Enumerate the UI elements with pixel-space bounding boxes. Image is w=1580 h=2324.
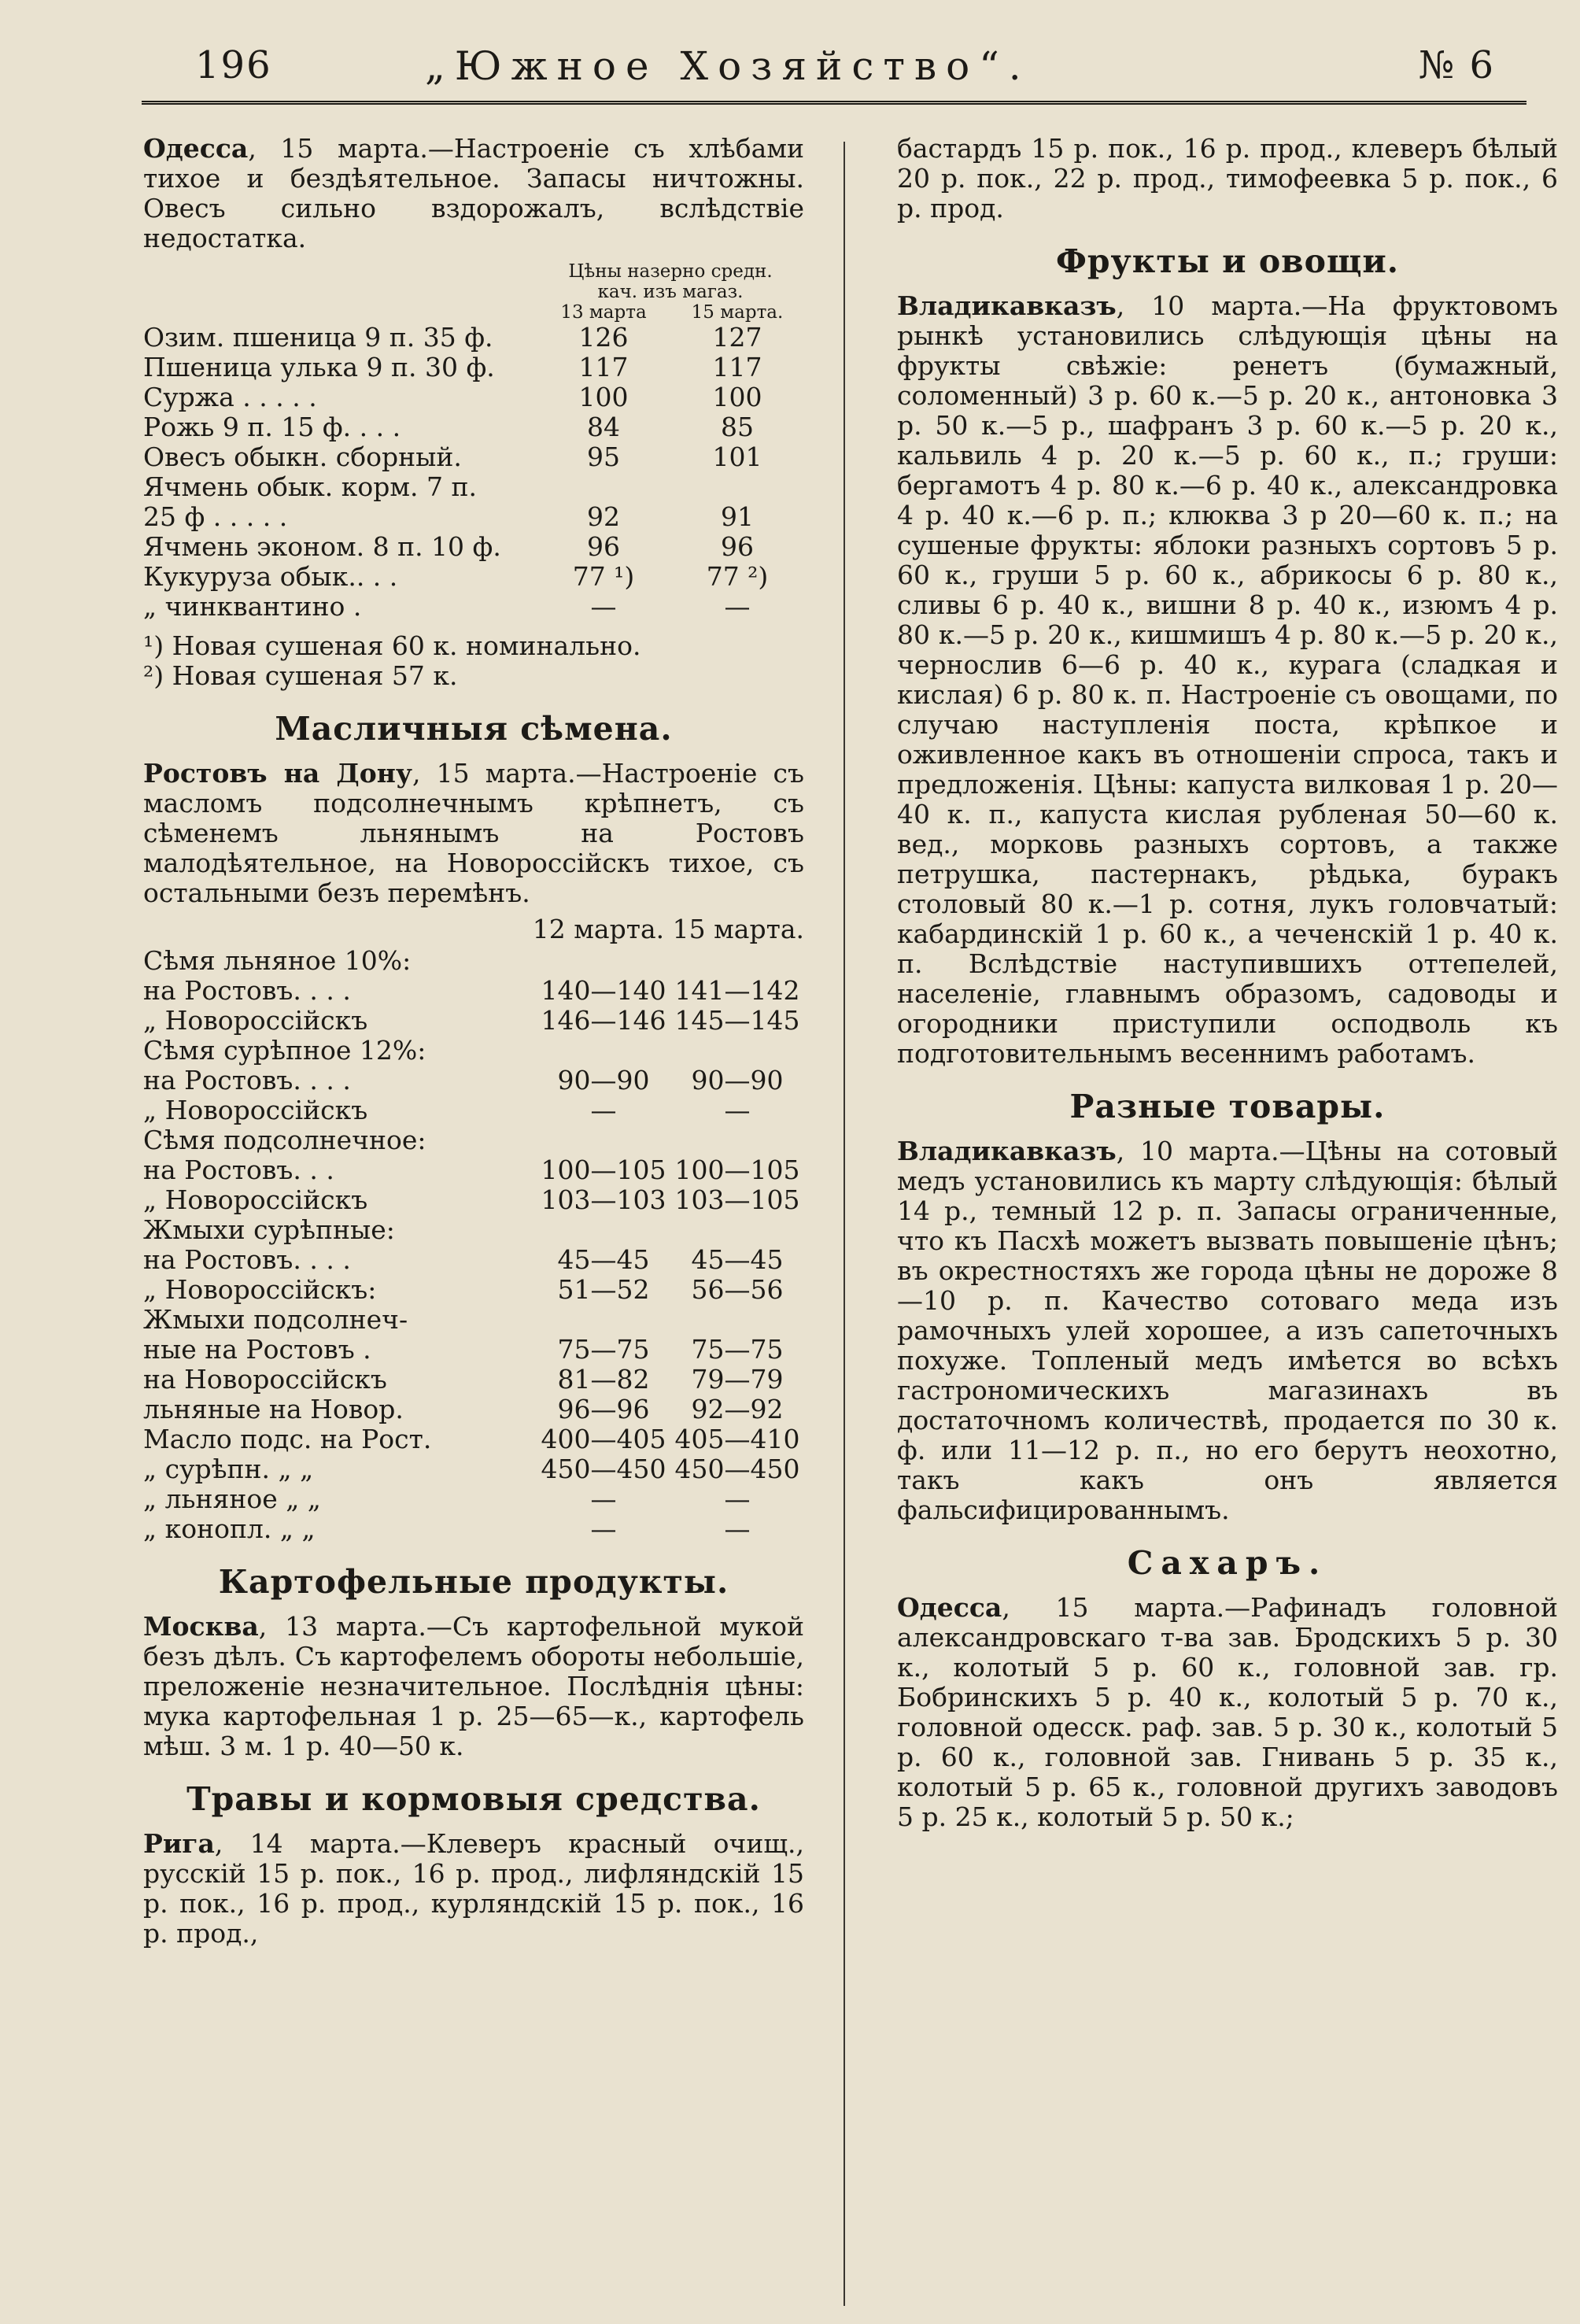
- dateline: Одесса: [897, 1592, 1002, 1623]
- row-value: 92—92: [691, 1394, 784, 1424]
- dateline: Рига: [143, 1828, 215, 1859]
- row-label: Рожь 9 п. 15 ф. . . .: [143, 412, 401, 442]
- row-value: 100: [578, 382, 629, 412]
- footnote: ²) Новая сушеная 57 к.: [143, 660, 458, 691]
- report-text: , 14 марта.—Клеверъ красный очищ., русскій 15 р. пок., 16 р. прод., лифляндскій 15 р. пок., 16 р. прод., курляндскій 15 р. пок., 16 р. прод.,: [143, 1828, 804, 1949]
- table-row: [143, 1395, 804, 1424]
- row-label: Сѣмя подсолнечное:: [143, 1125, 426, 1155]
- caption-line: кач. изъ магаз.: [597, 282, 744, 302]
- section-heading: Травы и кормовыя средства.: [186, 1780, 761, 1818]
- row-label: на Новороссійскъ: [143, 1364, 387, 1395]
- table-row: [143, 1365, 804, 1395]
- row-value: —: [590, 1095, 617, 1125]
- table-row: [143, 1424, 804, 1454]
- section-heading: Масличныя сѣмена.: [275, 710, 673, 748]
- table-row: [143, 1095, 804, 1125]
- row-value: —: [724, 1513, 751, 1544]
- row-value: 56—56: [691, 1274, 784, 1305]
- table-row: [143, 532, 804, 562]
- row-value: —: [590, 591, 617, 622]
- row-label: Ячмень обык. корм. 7 п.: [143, 471, 477, 502]
- row-label: „ конопл. „ „: [143, 1513, 316, 1544]
- row-value: 92: [587, 501, 620, 532]
- header-rule: [142, 101, 1526, 109]
- report-text: , 15 марта.—Настроеніе съ масломъ подсолнечнымъ крѣпнетъ, съ сѣменемъ льнянымъ на Ростовъ малодѣятельное, на Новороссійскъ тихое, съ остальными безъ перемѣнъ.: [143, 758, 804, 908]
- row-value: 450—450: [674, 1454, 800, 1484]
- row-value: 450—450: [541, 1454, 666, 1484]
- table-row: [143, 1185, 804, 1215]
- table-row: [143, 502, 804, 532]
- row-value: [670, 1305, 804, 1335]
- row-value: 117: [712, 352, 762, 382]
- row-value: 117: [578, 352, 629, 382]
- caption-line: Цѣны назерно средн.: [568, 261, 773, 282]
- row-label: ные на Ростовъ .: [143, 1334, 371, 1365]
- odessa-grain-report: [143, 134, 804, 253]
- journal-title: „Южное Хозяйство“.: [425, 43, 1031, 89]
- column-divider: [844, 142, 845, 2306]
- row-label: на Ростовъ. . .: [143, 1155, 334, 1185]
- row-value: [537, 946, 670, 976]
- row-value: [670, 946, 804, 976]
- footnote: ¹) Новая сушеная 60 к. номинально.: [143, 630, 641, 661]
- row-value: 100—105: [541, 1155, 666, 1185]
- table-row: [143, 1335, 804, 1365]
- row-label: „ Новороссійскъ: [143, 1095, 368, 1125]
- table-row: [143, 323, 804, 353]
- row-value: 90—90: [691, 1065, 784, 1095]
- issue-number: № 6: [1418, 43, 1495, 87]
- column-header: 13 марта: [560, 302, 647, 323]
- herbs-report-continued: бастардъ 15 р. пок., 16 р. прод., клеверъ бѣлый 20 р. пок., 22 р. прод., тимофеевка 5 р. пок., 6 р. прод.: [897, 133, 1558, 224]
- row-label: 25 ф . . . . .: [143, 501, 288, 532]
- section-heading: Картофельные продукты.: [218, 1563, 729, 1601]
- table-row: [143, 562, 804, 592]
- row-label: на Ростовъ. . . .: [143, 1065, 351, 1095]
- table-row: [143, 1036, 804, 1066]
- row-value: 126: [578, 322, 629, 353]
- row-value: [670, 1215, 804, 1245]
- row-value: 141—142: [674, 975, 800, 1006]
- row-value: 100: [712, 382, 762, 412]
- rostov-oilseed-report: [143, 759, 804, 908]
- page-number: 196: [195, 43, 272, 87]
- dateline: Владикавказъ: [897, 290, 1117, 321]
- report-text: , 15 марта.—Рафинадъ головной александровскаго т-ва зав. Бродскихъ 5 р. 30 к., колотый 5 р. 60 к., головной зав. гр. Бобринскихъ 5 р. 40 к., колотый 5 р. 70 к., головной одесск. раф. зав. 5 р. 30 к., колотый 5 р. 60 к., головной зав. Гнивань 5 р. 35 к., колотый 5 р. 65 к., головной другихъ заводовъ 5 р. 25 к., колотый 5 р. 50 к.;: [897, 1592, 1558, 1832]
- row-value: 96: [587, 531, 620, 562]
- row-value: 96—96: [557, 1394, 650, 1424]
- table-row: [143, 1484, 804, 1514]
- section-heading: Разные товары.: [1069, 1088, 1386, 1125]
- row-value: 77 ¹): [572, 561, 635, 592]
- report-text: , 10 марта.—На фруктовомъ рынкѣ установились слѣдующія цѣны на фрукты свѣжіе: ренетъ (бумажный, соломенный) 3 р. 60 к.—5 р. 20 к., антоновка 3 р. 50 к.—5 р., шафранъ 3 р. 60 к.—5 р. 20 к., кальвиль 4 р. 20 к.—5 р. 60 к., п.; груши: бергамотъ 4 р. 80 к.—6 р. 40 к., александровка 4 р. 40 к.—6 р. п.; клюква 3 р 20—60 к. п.; на сушеные фрукты: яблоки разныхъ сортовъ 5 р. 60 к., груши 5 р. 60 к., абрикосы 6 р. 80 к., сливы 6 р. 40 к., вишни 8 р. 40 к., изюмъ 4 р. 80 к.—5 р. 20 к., кишмишъ 4 р. 80 к.—5 р. 20 к., чернослив 6—6 р. 40 к., курага (сладкая и кислая) 6 р. 80 к. п. Настроеніе съ овощами, по случаю наступленія поста, крѣпкое и оживленное какъ въ отношеніи спроса, такъ и предложенія. Цѣны: капуста вилковая 1 р. 20—40 к. п., капуста кислая рубленая 50—60 к. вед., морковь разныхъ сортовъ, а также петрушка, пастернакъ, рѣдька, буракъ столовый 80 к.—1 р. сотня, лукъ головчатый: кабардинскій 1 р. 60 к., а чеченскій 1 р. 40 к. п. Вслѣдствіе наступившихъ оттепелей, населеніе, главнымъ образомъ, садоводы и огородники приступили осподволь къ подготовительнымъ весеннимъ работамъ.: [897, 290, 1558, 1069]
- row-value: 91: [721, 501, 754, 532]
- column-header: 15 марта.: [691, 302, 784, 323]
- row-value: 90—90: [557, 1065, 650, 1095]
- row-value: 103—105: [674, 1184, 800, 1215]
- row-value: [537, 1215, 670, 1245]
- row-value: 85: [721, 412, 754, 442]
- row-value: 75—75: [557, 1334, 650, 1365]
- row-label: „ Новороссійскъ: [143, 1184, 368, 1215]
- table-row: [143, 946, 804, 976]
- row-value: 140—140: [541, 975, 666, 1006]
- report-text: , 13 марта.—Съ картофельной мукой безъ дѣлъ. Съ картофелемъ обороты небольшіе, преложеніе незначительное. Послѣднія цѣны: мука картофельная 1 р. 25—65—к., картофель мѣш. 3 м. 1 р. 40—50 к.: [143, 1611, 804, 1761]
- table-row: [143, 1066, 804, 1095]
- table-row: [143, 472, 804, 502]
- row-value: —: [724, 591, 751, 622]
- row-value: [537, 1125, 670, 1155]
- row-label: Овесъ обыкн. сборный.: [143, 442, 462, 472]
- table-row: [143, 353, 804, 382]
- row-value: [537, 1305, 670, 1335]
- row-label: Жмыхи подсолнеч-: [143, 1304, 408, 1335]
- row-label: Сѣмя сурѣпное 12%:: [143, 1035, 426, 1066]
- row-value: —: [724, 1095, 751, 1125]
- row-value: 95: [587, 442, 620, 472]
- row-label: Масло подс. на Рост.: [143, 1424, 432, 1454]
- riga-herbs-report: [143, 1829, 804, 1949]
- odessa-sugar-report: [897, 1593, 1558, 1832]
- table-row: [143, 1514, 804, 1544]
- left-column: [143, 134, 804, 1949]
- dateline: Москва: [143, 1611, 259, 1642]
- section-heading: Сахаръ.: [1127, 1544, 1328, 1582]
- row-label: на Ростовъ. . . .: [143, 975, 351, 1006]
- row-value: 77 ²): [706, 561, 769, 592]
- table-row: [143, 1245, 804, 1275]
- report-text: , 10 марта.—Цѣны на сотовый медъ установились къ марту слѣдующія: бѣлый 14 р., темный 12 р. п. Запасы ограниченные, что къ Пасхѣ можетъ вызвать повышеніе цѣнъ; въ окрестностяхъ же города цѣны не дороже 8—10 р. п. Качество сотоваго меда изъ рамочныхъ улей хорошее, а изъ сапеточныхъ похуже. Топленый медъ имѣется во всѣхъ гастрономическихъ магазинахъ въ достаточномъ количествѣ, продается по 30 к. ф. или 11—12 р. п., но его берутъ неохотно, такъ какъ онъ является фальсифицированнымъ.: [897, 1136, 1558, 1525]
- moscow-potato-report: [143, 1612, 804, 1761]
- dateline: Одесса: [143, 133, 249, 164]
- row-value: [670, 1036, 804, 1066]
- row-value: 45—45: [691, 1244, 784, 1275]
- table-date-header: 12 марта. 15 марта.: [532, 914, 804, 944]
- row-value: 79—79: [691, 1364, 784, 1395]
- row-value: [670, 472, 804, 502]
- grain-price-table: [143, 261, 804, 622]
- table-row: [143, 1125, 804, 1155]
- row-value: 101: [712, 442, 762, 472]
- row-value: —: [590, 1513, 617, 1544]
- row-value: [537, 472, 670, 502]
- row-value: —: [590, 1483, 617, 1514]
- row-value: 81—82: [557, 1364, 650, 1395]
- row-value: 100—105: [674, 1155, 800, 1185]
- vladikavkaz-fruit-report: [897, 291, 1558, 1069]
- table-row: [143, 1305, 804, 1335]
- row-label: „ льняное „ „: [143, 1483, 321, 1514]
- dateline: Владикавказъ: [897, 1136, 1117, 1166]
- row-value: —: [724, 1483, 751, 1514]
- dateline: Ростовъ на Дону: [143, 758, 413, 789]
- table-row: [143, 1155, 804, 1185]
- row-value: 103—103: [541, 1184, 666, 1215]
- row-value: 84: [587, 412, 620, 442]
- report-text: , 15 марта.—Настроеніе съ хлѣбами тихое и бездѣятельное. Запасы ничтожны. Овесъ сильно вздорожалъ, вслѣдствіе недостатка.: [143, 133, 804, 253]
- row-label: Ячмень эконом. 8 п. 10 ф.: [143, 531, 501, 562]
- table-row: [143, 1215, 804, 1245]
- row-value: 400—405: [541, 1424, 666, 1454]
- page-header: [142, 43, 1495, 98]
- right-column: [897, 134, 1558, 1832]
- row-label: Озим. пшеница 9 п. 35 ф.: [143, 322, 493, 353]
- vladikavkaz-goods-report: [897, 1136, 1558, 1525]
- row-label: „ Новороссійскъ: [143, 1005, 368, 1036]
- row-value: 127: [712, 322, 762, 353]
- table-row: [143, 1006, 804, 1036]
- row-label: Пшеница улька 9 п. 30 ф.: [143, 352, 495, 382]
- section-heading: Фрукты и овощи.: [1055, 242, 1400, 280]
- row-label: „ Новороссійскъ:: [143, 1274, 377, 1305]
- row-value: [537, 1036, 670, 1066]
- row-label: Суржа . . . . .: [143, 382, 317, 412]
- row-label: „ сурѣпн. „ „: [143, 1454, 314, 1484]
- row-label: льняные на Новор.: [143, 1394, 404, 1424]
- row-label: Сѣмя льняное 10%:: [143, 945, 412, 976]
- row-value: 96: [721, 531, 754, 562]
- oilseed-price-table: [143, 946, 804, 1544]
- row-value: 145—145: [674, 1005, 800, 1036]
- table-row: [143, 976, 804, 1006]
- row-value: 45—45: [557, 1244, 650, 1275]
- table-caption: [537, 261, 804, 302]
- row-label: Кукуруза обык.. . .: [143, 561, 398, 592]
- table-row: [143, 592, 804, 622]
- table-row: [143, 382, 804, 412]
- row-label: Жмыхи сурѣпные:: [143, 1214, 395, 1245]
- table-row: [143, 1275, 804, 1305]
- row-value: 405—410: [674, 1424, 800, 1454]
- row-label: на Ростовъ. . . .: [143, 1244, 351, 1275]
- table-row: [143, 442, 804, 472]
- table-row: [143, 1454, 804, 1484]
- row-value: 146—146: [541, 1005, 666, 1036]
- row-value: 51—52: [557, 1274, 650, 1305]
- row-label: „ чинквантино .: [143, 591, 362, 622]
- row-value: 75—75: [691, 1334, 784, 1365]
- row-value: [670, 1125, 804, 1155]
- table-row: [143, 412, 804, 442]
